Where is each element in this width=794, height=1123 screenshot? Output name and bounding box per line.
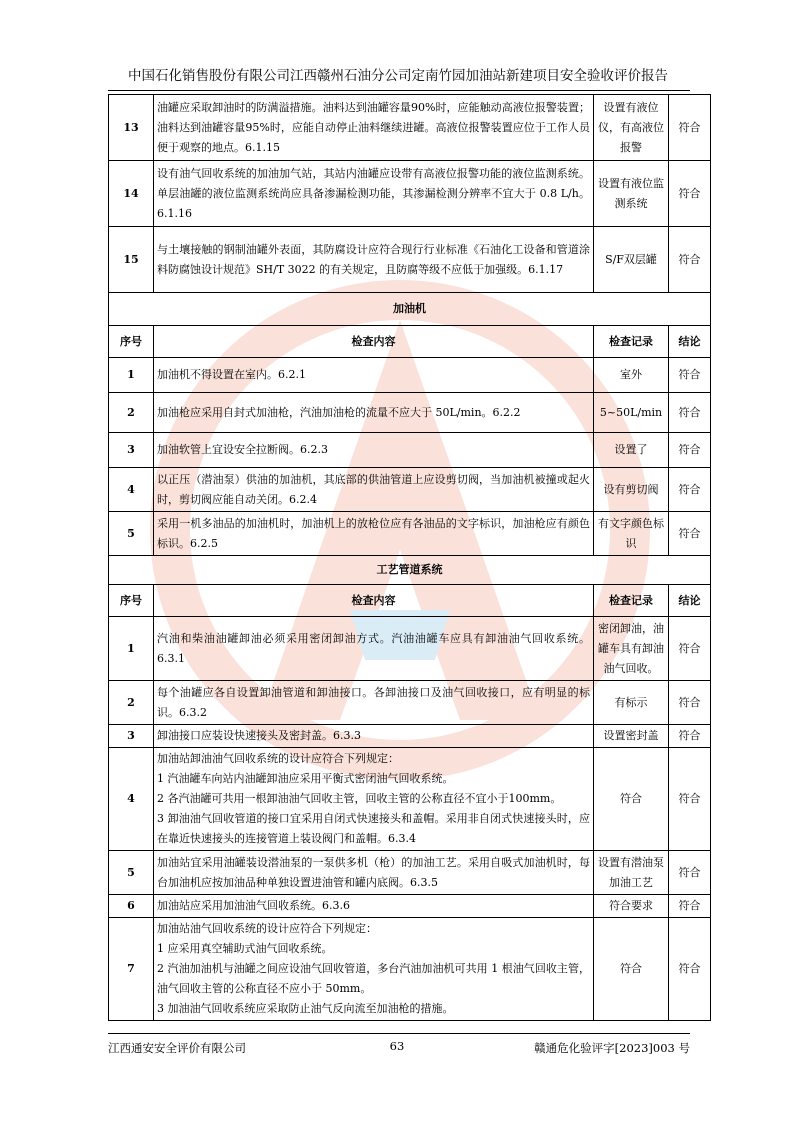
check-record: 符合 [594, 748, 669, 851]
content-line: 3 卸油油气回收管道的接口宜采用自闭式快速接头和盖帽。采用非自闭式快速接头时，应在靠近快速接头的连接管道上装设阀门和盖帽。6.3.4 [157, 812, 590, 845]
table-row [109, 617, 711, 681]
table-row [109, 227, 711, 293]
header-result: 结论 [669, 585, 711, 617]
row-number: 13 [109, 95, 154, 161]
check-content: 采用一机多油品的加油机时，加油机上的放枪位应有各油品的文字标识，加油枪应有颜色标识。6.2.5 [154, 512, 594, 556]
table-row [109, 433, 711, 468]
section-title-piping: 工艺管道系统 [109, 556, 711, 585]
check-record: 符合要求 [594, 895, 669, 918]
content-line: 加油站卸油油气回收系统的设计应符合下列规定： [157, 752, 399, 765]
check-content: 以正压（潜油泵）供油的加油机，其底部的供油管道上应设剪切阀，当加油机被撞或起火时，剪切阀应能自动关闭。6.2.4 [154, 468, 594, 512]
table-row [109, 851, 711, 895]
row-number: 15 [109, 227, 154, 293]
check-record: 设有剪切阀 [594, 468, 669, 512]
check-result: 符合 [669, 468, 711, 512]
footer-rule [108, 1033, 690, 1034]
table-row [109, 468, 711, 512]
content-line: 2 汽油加油机与油罐之间应设油气回收管道，多台汽油加油机可共用 1 根油气回收主管，油气回收主管的公称直径不应小于 50mm。 [157, 962, 590, 995]
check-content: 油罐应采取卸油时的防满溢措施。油料达到油罐容量90%时，应能触动高液位报警装置；油料达到油罐容量95%时，应能自动停止油料继续进罐。高液位报警装置应位于工作人员便于观察的地点。6.1.15 [154, 95, 594, 161]
header-content: 检查内容 [154, 585, 594, 617]
check-content: 卸油接口应装设快速接头及密封盖。6.3.3 [154, 725, 594, 748]
doc-number: 赣通危化验评字[2023]003 号 [534, 1041, 690, 1055]
table-row [109, 681, 711, 725]
check-record: 设置密封盖 [594, 725, 669, 748]
check-record: 设置有潜油泵加油工艺 [594, 851, 669, 895]
table-header-row [109, 585, 711, 617]
check-record: 设置了 [594, 433, 669, 468]
check-content: 设有油气回收系统的加油加气站，其站内油罐应设带有高液位报警功能的液位监测系统。单层油罐的液位监测系统尚应具备渗漏检测功能，其渗漏检测分辨率不宜大于 0.8 L/h。6.1.16 [154, 161, 594, 227]
check-content: 加油枪应采用自封式加油枪，汽油加油枪的流量不应大于 50L/min。6.2.2 [154, 393, 594, 433]
footer-company: 江西通安安全评价有限公司 [108, 1041, 246, 1055]
check-record: 符合 [594, 918, 669, 1021]
row-number: 3 [109, 433, 154, 468]
header-result: 结论 [669, 326, 711, 358]
check-record: 室外 [594, 358, 669, 393]
content-line: 1 应采用真空辅助式油气回收系统。 [157, 942, 333, 955]
row-number: 7 [109, 918, 154, 1021]
check-result: 符合 [669, 227, 711, 293]
check-record: S/F双层罐 [594, 227, 669, 293]
header-no: 序号 [109, 326, 154, 358]
check-record: 有标示 [594, 681, 669, 725]
header-content: 检查内容 [154, 326, 594, 358]
check-result: 符合 [669, 95, 711, 161]
row-number: 1 [109, 358, 154, 393]
check-record: 密闭卸油，油罐车具有卸油油气回收。 [594, 617, 669, 681]
check-content: 汽油和柴油油罐卸油必须采用密闭卸油方式。汽油油罐车应具有卸油油气回收系统。6.3.1 [154, 617, 594, 681]
page-header: 中国石化销售股份有限公司江西赣州石油分公司定南竹园加油站新建项目安全验收评价报告 [128, 68, 668, 84]
check-result: 符合 [669, 851, 711, 895]
check-result: 符合 [669, 512, 711, 556]
table-row [109, 725, 711, 748]
row-number: 6 [109, 895, 154, 918]
check-result: 符合 [669, 725, 711, 748]
check-record: 有文字颜色标识 [594, 512, 669, 556]
content-line: 3 加油油气回收系统应采取防止油气反向流至加油枪的措施。 [157, 1002, 454, 1015]
check-content: 加油机不得设置在室内。6.2.1 [154, 358, 594, 393]
check-result: 符合 [669, 433, 711, 468]
check-content [154, 748, 594, 851]
header-record: 检查记录 [594, 585, 669, 617]
table-row [109, 95, 711, 161]
check-content [154, 918, 594, 1021]
content-line: 1 汽油罐车向站内油罐卸油应采用平衡式密闭油气回收系统。 [157, 772, 454, 785]
check-record: 设置有液位仪，有高液位报警 [594, 95, 669, 161]
header-no: 序号 [109, 585, 154, 617]
row-number: 2 [109, 681, 154, 725]
check-result: 符合 [669, 681, 711, 725]
check-result: 符合 [669, 748, 711, 851]
check-content: 加油站应采用加油油气回收系统。6.3.6 [154, 895, 594, 918]
table-row [109, 161, 711, 227]
check-result: 符合 [669, 393, 711, 433]
check-content: 与土壤接触的钢制油罐外表面，其防腐设计应符合现行行业标准《石油化工设备和管道涂料防腐蚀设计规范》SH/T 3022 的有关规定，且防腐等级不应低于加强级。6.1.17 [154, 227, 594, 293]
section-title-row [109, 556, 711, 585]
header-record: 检查记录 [594, 326, 669, 358]
row-number: 5 [109, 512, 154, 556]
table-row [109, 512, 711, 556]
check-content: 每个油罐应各自设置卸油管道和卸油接口。各卸油接口及油气回收接口，应有明显的标识。6.3.2 [154, 681, 594, 725]
inspection-table [108, 94, 711, 1021]
content-line: 2 各汽油罐可共用一根卸油油气回收主管，回收主管的公称直径不宜小于100mm。 [157, 792, 562, 805]
check-result: 符合 [669, 161, 711, 227]
check-record: 设置有液位监测系统 [594, 161, 669, 227]
check-result: 符合 [669, 617, 711, 681]
table-row [109, 358, 711, 393]
row-number: 14 [109, 161, 154, 227]
check-result: 符合 [669, 918, 711, 1021]
check-result: 符合 [669, 895, 711, 918]
check-content: 加油站宜采用油罐装设潜油泵的一泵供多机（枪）的加油工艺。采用自吸式加油机时，每台加油机应按加油品种单独设置进油管和罐内底阀。6.3.5 [154, 851, 594, 895]
check-content: 加油软管上宜设安全拉断阀。6.2.3 [154, 433, 594, 468]
section-title-dispenser: 加油机 [109, 293, 711, 326]
table-row [109, 748, 711, 851]
row-number: 2 [109, 393, 154, 433]
header-rule [108, 90, 690, 91]
table-header-row [109, 326, 711, 358]
table-row [109, 393, 711, 433]
row-number: 5 [109, 851, 154, 895]
content-line: 加油站油气回收系统的设计应符合下列规定： [157, 922, 377, 935]
check-record: 5~50L/min [594, 393, 669, 433]
row-number: 1 [109, 617, 154, 681]
row-number: 4 [109, 468, 154, 512]
table-row [109, 895, 711, 918]
page-number: 63 [389, 1039, 405, 1053]
row-number: 3 [109, 725, 154, 748]
row-number: 4 [109, 748, 154, 851]
table-row [109, 918, 711, 1021]
check-result: 符合 [669, 358, 711, 393]
section-title-row [109, 293, 711, 326]
